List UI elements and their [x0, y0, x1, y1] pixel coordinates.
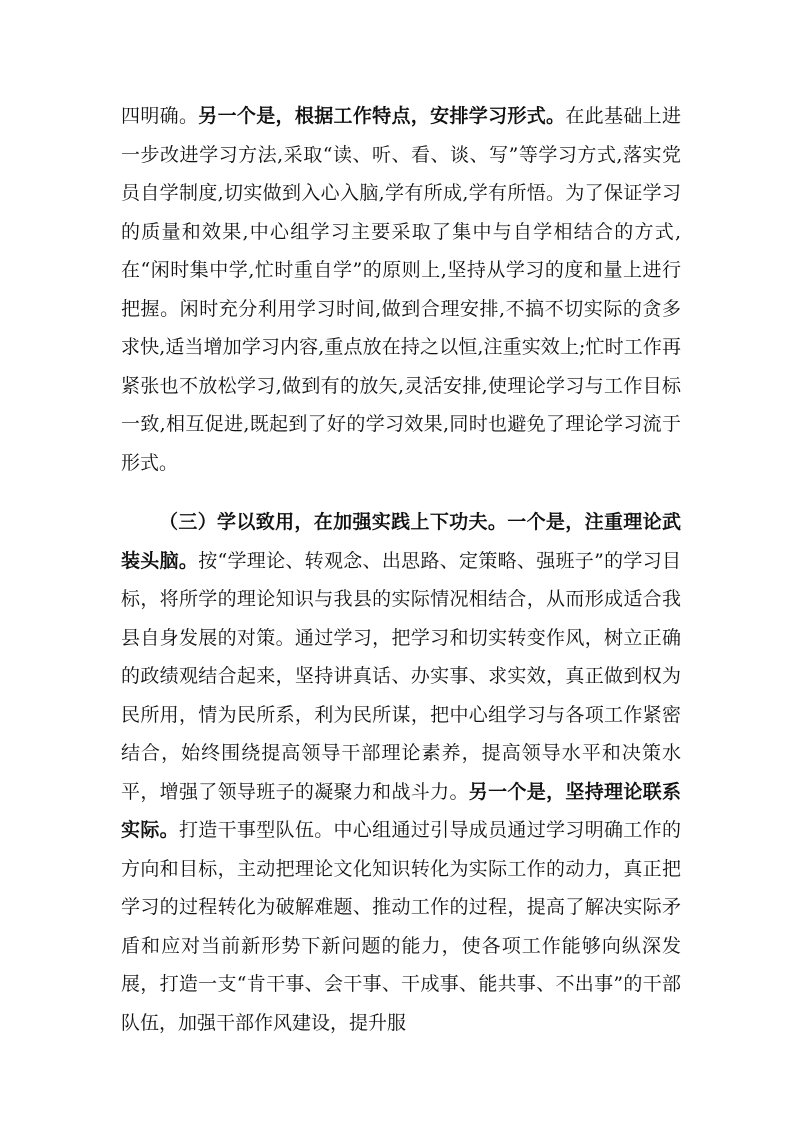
paragraph-section-three [121, 503, 681, 1042]
text-segment: 按“学理论、转观念、出思路、定策略、强班子”的学习目标，将所学的理论知识与我县的实际情况相结合，从而形成适合我县自身发展的对策。通过学习，把学习和切实转变作风，树立正确的政绩观结合起来，坚持讲真话、办实事、求实效，真正做到权为民所用，情为民所系，利为民所谋，把中心组学习与各项工作紧密结合，始终围绕提高领导干部理论素养，提高领导水平和决策水平，增强了领导班子的凝聚力和战斗力。 [121, 549, 681, 803]
bold-heading-segment: 另一个是，根据工作特点，安排学习形式。 [198, 105, 566, 127]
paragraph-continuation [121, 97, 681, 482]
text-segment: 在此基础上进一步改进学习方法,采取“读、听、看、谈、写”等学习方式,落实党员自学制度,切实做到入心入脑,学有所成,学有所悟。为了保证学习的质量和效果,中心组学习主要采取了集中与自学相结合的方式,在“闲时集中学,忙时重自学”的原则上,坚持从学习的度和量上进行把握。闲时充分利用学习时间,做到合理安排,不搞不切实际的贪多求快,适当增加学习内容,重点放在持之以恒,注重实效上;忙时工作再紧张也不放松学习,做到有的放矢,灵活安排,使理论学习与工作目标一致,相互促进,既起到了好的学习效果,同时也避免了理论学习流于形式。 [121, 105, 681, 474]
section-heading: （三）学以致用，在加强实践上下功夫。一个是，注重理论武装头脑。 [121, 511, 681, 572]
document-body [121, 97, 681, 1042]
bold-heading-segment: 另一个是，坚持理论联系实际。 [121, 780, 681, 841]
text-segment: 四明确。 [121, 105, 199, 127]
text-segment: 打造干事型队伍。中心组通过引导成员通过学习明确工作的方向和目标，主动把理论文化知识转化为实际工作的动力，真正把学习的过程转化为破解难题、推动工作的过程，提高了解决实际矛盾和应对当前新形势下新问题的能力，使各项工作能够向纵深发展，打造一支“肯干事、会干事、干成事、能共事、不出事”的干部队伍，加强干部作风建设，提升服 [121, 819, 681, 1034]
